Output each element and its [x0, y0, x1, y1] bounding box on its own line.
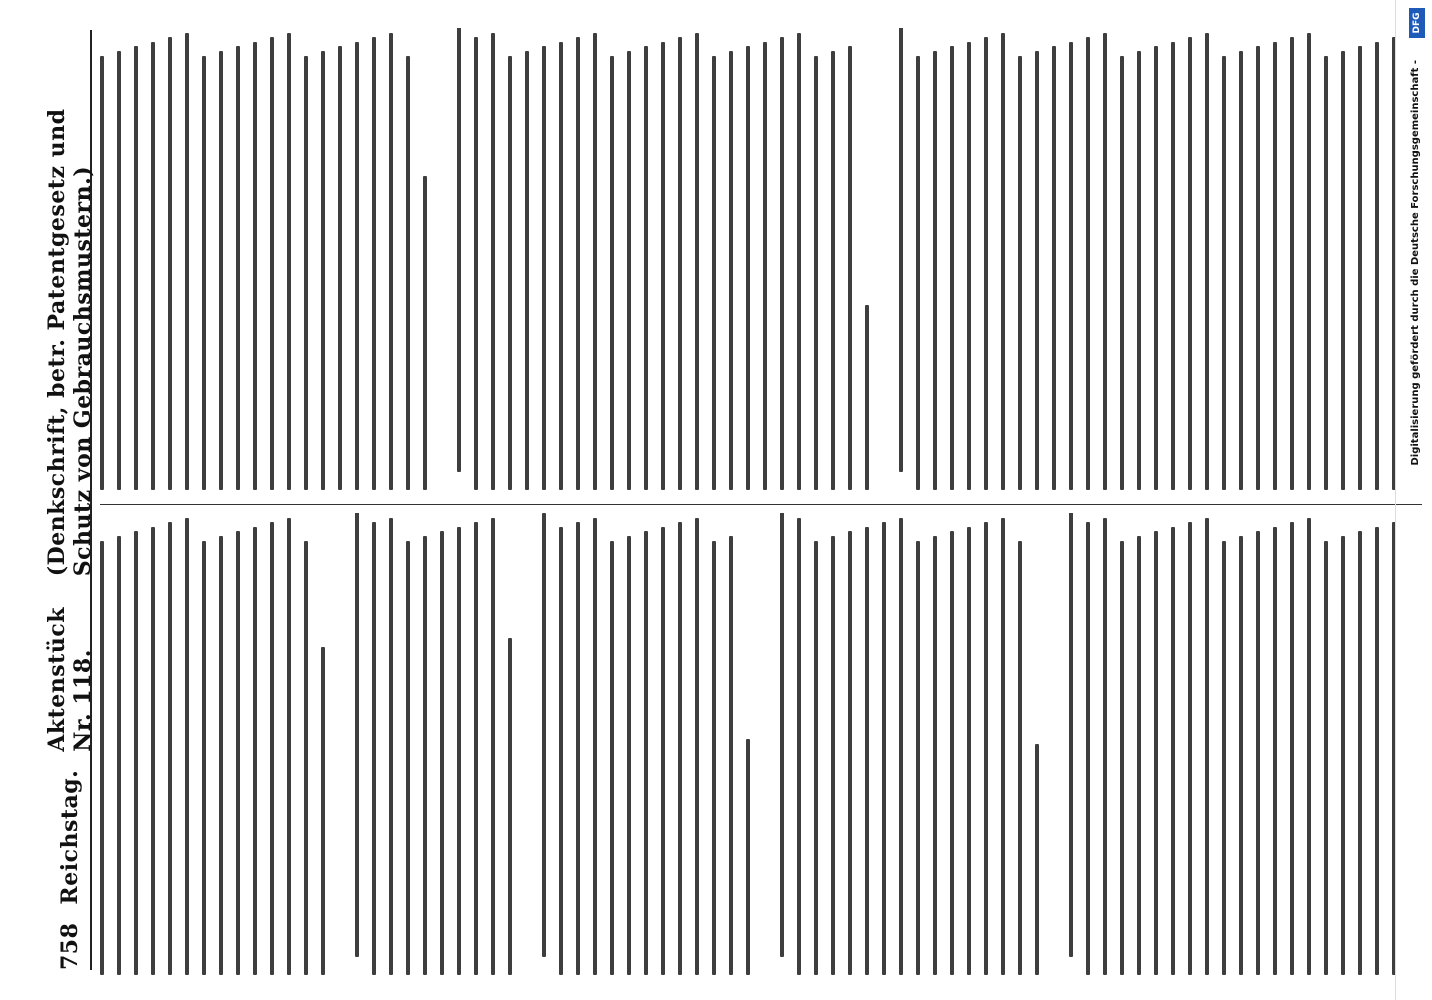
text-line: [610, 541, 614, 975]
text-line: [1307, 33, 1311, 490]
text-line: [389, 518, 393, 975]
text-line: [117, 51, 121, 490]
text-line: [865, 527, 869, 975]
text-line: [1035, 744, 1039, 975]
text-line: [729, 51, 733, 490]
text-line: [151, 527, 155, 975]
text-line: [559, 42, 563, 490]
text-line: [1069, 513, 1073, 957]
text-line: [695, 518, 699, 975]
text-column-right: [100, 28, 1422, 490]
text-line: [542, 46, 546, 490]
text-line: [304, 56, 308, 490]
text-line: [134, 531, 138, 975]
text-line: [219, 51, 223, 490]
text-line: [576, 37, 580, 490]
text-line: [491, 518, 495, 975]
text-lines-right: [100, 28, 1422, 490]
text-line: [219, 536, 223, 975]
text-line: [1239, 536, 1243, 975]
text-line: [1171, 42, 1175, 490]
text-line: [610, 56, 614, 490]
text-line: [848, 531, 852, 975]
text-line: [899, 28, 903, 472]
text-line: [1324, 541, 1328, 975]
text-line: [916, 541, 920, 975]
text-line: [576, 522, 580, 975]
text-line: [627, 536, 631, 975]
text-line: [253, 42, 257, 490]
text-line: [780, 513, 784, 957]
text-line: [814, 56, 818, 490]
text-line: [1001, 518, 1005, 975]
text-line: [1358, 531, 1362, 975]
text-line: [1375, 527, 1379, 975]
text-line: [1120, 541, 1124, 975]
text-line: [678, 522, 682, 975]
text-line: [270, 522, 274, 975]
text-line: [1171, 527, 1175, 975]
text-line: [117, 536, 121, 975]
text-line: [1222, 56, 1226, 490]
text-line: [593, 33, 597, 490]
text-line: [780, 37, 784, 490]
text-line: [542, 513, 546, 957]
text-line: [1137, 51, 1141, 490]
text-line: [712, 541, 716, 975]
text-line: [797, 33, 801, 490]
text-line: [627, 51, 631, 490]
text-line: [457, 28, 461, 472]
text-line: [1256, 531, 1260, 975]
text-line: [372, 522, 376, 975]
text-line: [1273, 527, 1277, 975]
text-line: [1375, 42, 1379, 490]
text-line: [508, 56, 512, 490]
text-line: [185, 33, 189, 490]
text-line: [1052, 46, 1056, 490]
text-line: [1273, 42, 1277, 490]
text-line: [1018, 56, 1022, 490]
text-column-left: [100, 513, 1422, 975]
text-line: [440, 46, 444, 490]
text-line: [270, 37, 274, 490]
text-line: [899, 518, 903, 975]
text-line: [1086, 37, 1090, 490]
text-line: [746, 46, 750, 490]
page-number: 758: [57, 922, 83, 970]
text-line: [491, 33, 495, 490]
text-line: [950, 531, 954, 975]
text-line: [100, 56, 104, 490]
text-line: [423, 176, 427, 490]
text-line: [100, 541, 104, 975]
text-line: [882, 522, 886, 975]
text-line: [1069, 42, 1073, 490]
text-line: [236, 531, 240, 975]
text-line: [1120, 56, 1124, 490]
text-line: [406, 541, 410, 975]
text-line: [202, 541, 206, 975]
text-line: [1001, 33, 1005, 490]
text-line: [933, 51, 937, 490]
text-line: [525, 51, 529, 490]
text-line: [406, 56, 410, 490]
text-line: [508, 638, 512, 975]
text-line: [457, 527, 461, 975]
header-left: Reichstag.: [57, 769, 83, 905]
text-line: [1341, 536, 1345, 975]
text-line: [134, 46, 138, 490]
text-line: [287, 33, 291, 490]
text-line: [1222, 541, 1226, 975]
text-line: [1358, 46, 1362, 490]
text-line: [1188, 37, 1192, 490]
text-line: [338, 531, 342, 975]
credit-text: Digitalisierung gefördert durch die Deutsche Forschungsgemeinschaft -: [1410, 60, 1421, 466]
document-subtitle: (Denkschrift, betr. Patentgesetz und Schutz von Gebrauchsmustern.): [44, 108, 96, 577]
text-line: [559, 527, 563, 975]
text-line: [185, 518, 189, 975]
text-line: [831, 51, 835, 490]
text-line: [763, 42, 767, 490]
text-line: [1290, 522, 1294, 975]
text-line: [593, 518, 597, 975]
text-line: [338, 46, 342, 490]
text-line: [474, 37, 478, 490]
text-line: [304, 541, 308, 975]
page-edge: [1395, 0, 1396, 1000]
text-line: [797, 518, 801, 975]
text-line: [644, 46, 648, 490]
text-line: [746, 739, 750, 975]
text-line: [355, 513, 359, 957]
text-line: [1154, 531, 1158, 975]
text-line: [882, 37, 886, 490]
text-line: [712, 56, 716, 490]
text-line: [474, 522, 478, 975]
page-header: [44, 30, 96, 970]
text-line: [916, 56, 920, 490]
text-line: [168, 37, 172, 490]
text-line: [1188, 522, 1192, 975]
text-line: [440, 531, 444, 975]
text-line: [950, 46, 954, 490]
text-line: [525, 536, 529, 975]
text-line: [984, 37, 988, 490]
text-line: [1154, 46, 1158, 490]
text-line: [389, 33, 393, 490]
text-line: [1052, 531, 1056, 975]
text-line: [1341, 51, 1345, 490]
dfg-logo-text: DFG: [1412, 12, 1422, 34]
text-line: [321, 51, 325, 490]
text-line: [1307, 518, 1311, 975]
text-line: [1290, 37, 1294, 490]
text-line: [355, 42, 359, 490]
text-line: [1137, 536, 1141, 975]
dfg-logo: [1409, 8, 1425, 38]
text-line: [372, 37, 376, 490]
text-line: [967, 527, 971, 975]
text-line: [423, 536, 427, 975]
text-line: [933, 536, 937, 975]
text-line: [831, 536, 835, 975]
text-line: [1103, 33, 1107, 490]
text-line: [814, 541, 818, 975]
text-line: [1103, 518, 1107, 975]
text-line: [763, 527, 767, 975]
text-line: [729, 536, 733, 975]
text-line: [236, 46, 240, 490]
page-content: [42, 0, 1432, 1000]
text-line: [661, 42, 665, 490]
text-line: [151, 42, 155, 490]
text-line: [984, 522, 988, 975]
text-line: [168, 522, 172, 975]
text-line: [865, 305, 869, 490]
text-line: [1205, 518, 1209, 975]
text-line: [1205, 33, 1209, 490]
text-line: [321, 647, 325, 975]
text-line: [1256, 46, 1260, 490]
text-line: [1239, 51, 1243, 490]
digitization-credit: [1404, 60, 1428, 940]
text-line: [1035, 51, 1039, 490]
text-line: [661, 527, 665, 975]
document-title: Aktenstück Nr. 118.: [44, 607, 96, 752]
text-lines-left: [100, 513, 1422, 975]
text-line: [1324, 56, 1328, 490]
column-divider: [100, 504, 1422, 505]
text-line: [287, 518, 291, 975]
text-line: [1018, 541, 1022, 975]
text-line: [848, 46, 852, 490]
text-line: [644, 531, 648, 975]
text-line: [1086, 522, 1090, 975]
text-line: [202, 56, 206, 490]
text-line: [253, 527, 257, 975]
text-line: [695, 33, 699, 490]
text-line: [967, 42, 971, 490]
text-line: [678, 37, 682, 490]
